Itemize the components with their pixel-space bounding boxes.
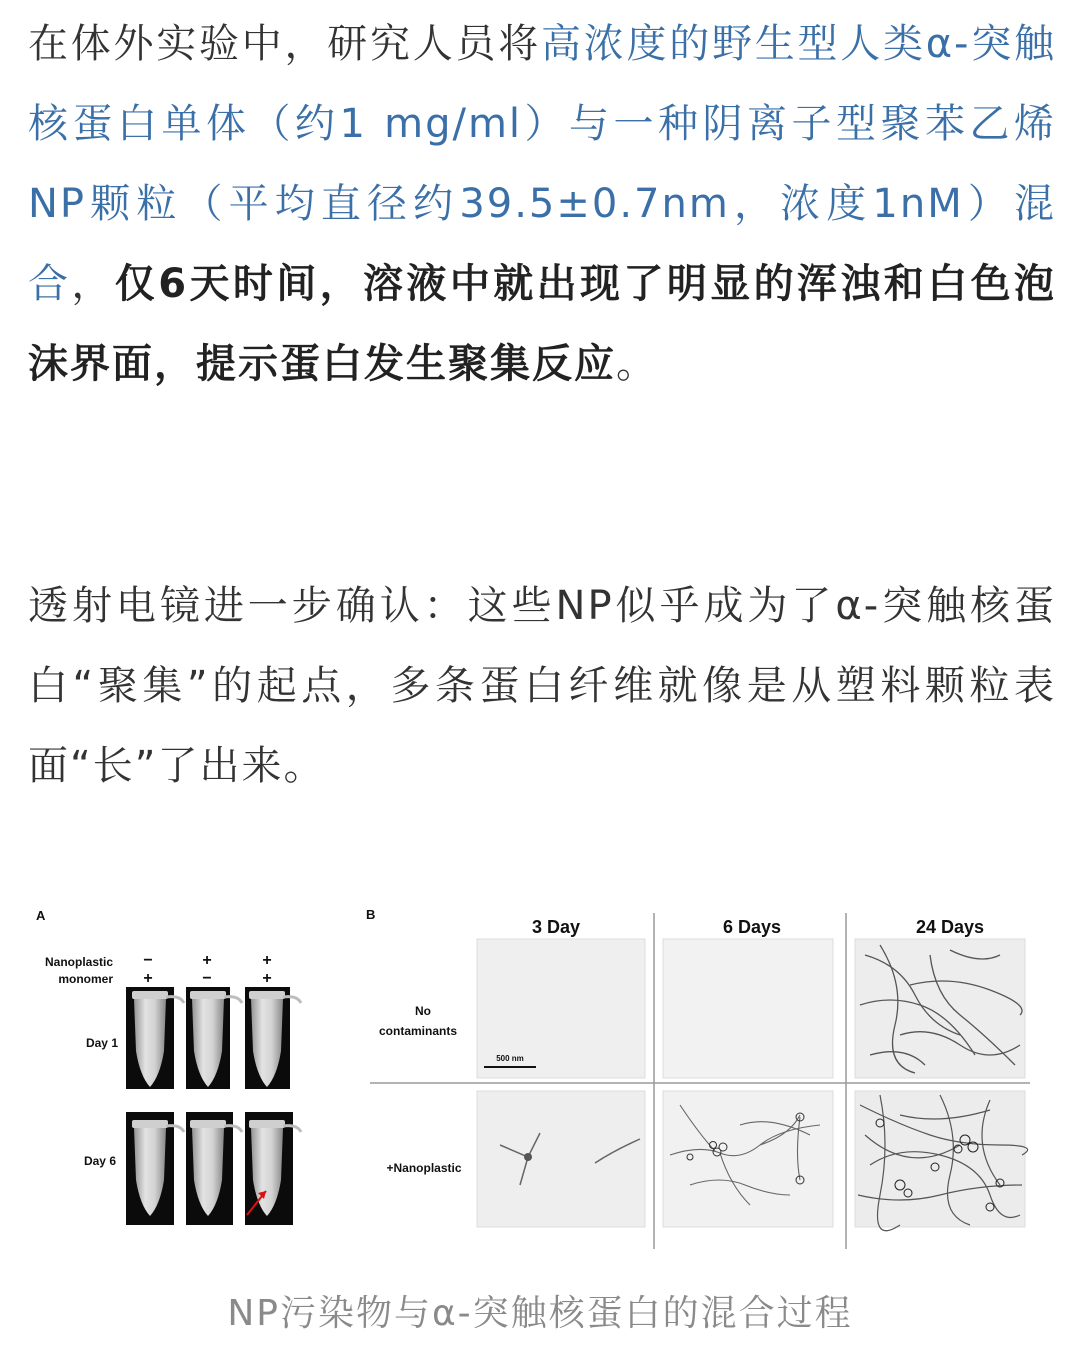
sign-mono-2: −: [202, 970, 212, 987]
col-3-day: 3 Day: [531, 917, 581, 937]
paragraph-1-comma: ，: [71, 261, 115, 307]
scale-bar-label: 500 nm: [496, 1054, 524, 1063]
day1-label: Day 1: [85, 1036, 118, 1050]
paragraph-1-bold: 仅6天时间，溶液中就出现了明显的浑浊和白色泡沫界面，提示蛋白发生聚集反应: [28, 261, 1057, 387]
row-monomer-label: monomer: [58, 972, 113, 986]
figure-caption: NP污染物与α-突触核蛋白的混合过程: [227, 1293, 853, 1334]
row-no-label-2: contaminants: [378, 1024, 458, 1038]
tem-3day-np: [477, 1091, 645, 1227]
paragraph-1-highlight: 高浓度的野生型人类α-突触核蛋白单体（约1 mg/ml）与一种阴离子型聚苯乙烯NP颗粒（平均直径约39.5±0.7nm，浓度1nM）混合: [28, 21, 1056, 307]
row-nanoplastic-label: Nanoplastic: [44, 955, 113, 969]
panel-b-label: B: [366, 907, 376, 922]
sign-np-1: −: [143, 952, 153, 969]
paragraph-1-end: 。: [616, 341, 658, 387]
day6-tubes: [126, 1112, 301, 1225]
col-6-days: 6 Days: [722, 917, 782, 937]
paragraph-1-intro: 在体外实验中，研究人员将: [28, 21, 541, 67]
col-24-days: 24 Days: [915, 917, 985, 937]
figure: [0, 895, 1080, 1265]
day6-label: Day 6: [83, 1154, 116, 1168]
panel-a-label: A: [36, 908, 46, 923]
tem-6day-control: [663, 939, 833, 1078]
day1-tubes: [126, 987, 301, 1089]
particle-3day: [524, 1153, 532, 1161]
sign-np-2: +: [202, 952, 212, 969]
sign-np-3: +: [262, 952, 272, 969]
row-nanoplastic-label-b: +Nanoplastic: [386, 1161, 462, 1175]
row-no-label-1: No: [415, 1004, 431, 1018]
tem-24day-control: [855, 939, 1025, 1078]
sign-mono-1: +: [143, 970, 153, 987]
paragraph-1: [28, 4, 1056, 404]
figure-graphic: [0, 895, 1080, 1265]
paragraph-2: 透射电镜进一步确认：这些NP似乎成为了α-突触核蛋白“聚集”的起点，多条蛋白纤维就像是从塑料颗粒表面“长”了出来。: [28, 583, 1056, 789]
sign-mono-3: +: [262, 970, 272, 987]
